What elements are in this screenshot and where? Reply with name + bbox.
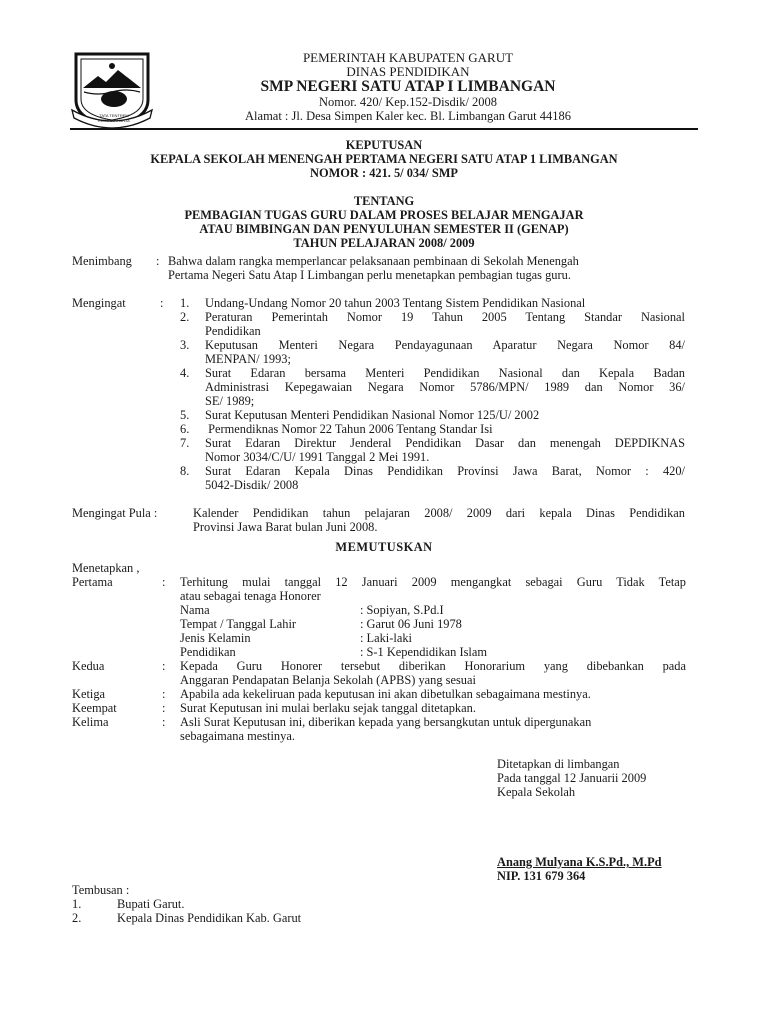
mengingat-item-number: 5. — [180, 408, 190, 422]
pertama-label: Pertama — [72, 575, 113, 589]
field-jenis-kelamin-value: : Laki-laki — [360, 631, 412, 645]
mengingat-item-text: Surat Edaran Direktur Jenderal Pendidikan Dasar dan menengah DEPDIKNAS — [205, 436, 685, 450]
menimbang-colon: : — [156, 254, 160, 268]
header-dinas: DINAS PENDIDIKAN — [346, 64, 470, 79]
menimbang-text-1: Bahwa dalam rangka memperlancar pelaksanaan pembinaan di Sekolah Menengah — [168, 254, 579, 268]
title-subject-1: PEMBAGIAN TUGAS GURU DALAM PROSES BELAJAR MENGAJAR — [184, 208, 584, 222]
pertama-colon: : — [162, 575, 166, 589]
title-tentang: TENTANG — [353, 194, 415, 208]
kedua-text-1: Kepada Guru Honorer tersebut diberikan Honorarium yang dibebankan pada — [180, 659, 686, 673]
field-nama-value: : Sopiyan, S.Pd.I — [360, 603, 444, 617]
mengingat-pula-text-1: Kalender Pendidikan tahun pelajaran 2008/ 2009 dari kepala Dinas Pendidikan — [193, 506, 685, 520]
mengingat-item-text: Undang-Undang Nomor 20 tahun 2003 Tentang Sistem Pendidikan Nasional — [205, 296, 586, 310]
mengingat-item-text: Surat Edaran bersama Menteri Pendidikan Nasional dan Kepala Badan — [205, 366, 685, 380]
kelima-colon: : — [162, 715, 166, 729]
kedua-text-2: Anggaran Pendapatan Belanja Sekolah (APBS) yang sesuai — [180, 673, 476, 687]
pertama-text-2: atau sebagai tenaga Honorer — [180, 589, 321, 603]
mengingat-item-number: 8. — [180, 464, 190, 478]
mengingat-item-text: Nomor 3034/C/U/ 1991 Tanggal 2 Mei 1991. — [205, 450, 430, 464]
kelima-label: Kelima — [72, 715, 109, 729]
menimbang-label: Menimbang — [72, 254, 132, 268]
keempat-label: Keempat — [72, 701, 117, 715]
tembusan-item-number: 1. — [72, 897, 82, 911]
menetapkan-label: Menetapkan , — [72, 561, 140, 575]
mengingat-pula-label: Mengingat Pula : — [72, 506, 158, 520]
kedua-label: Kedua — [72, 659, 105, 673]
header-school-name: SMP NEGERI SATU ATAP I LIMBANGAN — [260, 78, 556, 95]
logo-banner-text: TATA TENTREM KERTARAHARJA — [98, 113, 130, 123]
kedua-colon: : — [162, 659, 166, 673]
menimbang-text-2: Pertama Negeri Satu Atap I Limbangan perlu menetapkan pembagian tugas guru. — [168, 268, 571, 282]
header-nomor: Nomor. 420/ Kep.152-Disdik/ 2008 — [318, 95, 498, 109]
field-jenis-kelamin-label: Jenis Kelamin — [180, 631, 251, 645]
signature-nip: NIP. 131 679 364 — [497, 869, 586, 883]
mengingat-item-text: Peraturan Pemerintah Nomor 19 Tahun 2005 Tentang Standar Nasional — [205, 310, 685, 324]
header-divider — [70, 128, 698, 130]
field-ttl-value: : Garut 06 Juni 1978 — [360, 617, 462, 631]
title-nomor: NOMOR : 421. 5/ 034/ SMP — [310, 166, 458, 180]
mengingat-item-text: Permendiknas Nomor 22 Tahun 2006 Tentang Standar Isi — [205, 422, 493, 436]
mengingat-item-text: Surat Keputusan Menteri Pendidikan Nasional Nomor 125/U/ 2002 — [205, 408, 540, 422]
kelima-text-2: sebagaimana mestinya. — [180, 729, 295, 743]
tembusan-label: Tembusan : — [72, 883, 130, 897]
signature-place: Ditetapkan di limbangan — [497, 757, 620, 771]
mengingat-item-text: Surat Edaran Kepala Dinas Pendidikan Provinsi Jawa Barat, Nomor : 420/ — [205, 464, 685, 478]
mengingat-colon: : — [160, 296, 164, 310]
tembusan-item-text: Kepala Dinas Pendidikan Kab. Garut — [117, 911, 302, 925]
mengingat-pula-text-2: Provinsi Jawa Barat bulan Juni 2008. — [193, 520, 378, 534]
kelima-text-1: Asli Surat Keputusan ini, diberikan kepada yang bersangkutan untuk dipergunakan — [180, 715, 592, 729]
signature-date: Pada tanggal 12 Januarii 2009 — [497, 771, 647, 785]
mengingat-item-text: SE/ 1989; — [205, 394, 255, 408]
mengingat-item-number: 3. — [180, 338, 190, 352]
field-pendidikan-value: : S-1 Kependidikan Islam — [360, 645, 487, 659]
signature-role: Kepala Sekolah — [497, 785, 576, 799]
mengingat-item-number: 7. — [180, 436, 190, 450]
mengingat-item-text: Keputusan Menteri Negara Pendayagunaan Aparatur Negara Nomor 84/ — [205, 338, 685, 352]
mengingat-item-text: 5042-Disdik/ 2008 — [205, 478, 299, 492]
signature-name: Anang Mulyana K.S.Pd., M.Pd — [497, 855, 662, 869]
ketiga-label: Ketiga — [72, 687, 106, 701]
mengingat-item-number: 4. — [180, 366, 190, 380]
field-pendidikan-label: Pendidikan — [180, 645, 236, 659]
mengingat-label: Mengingat — [72, 296, 126, 310]
memutuskan-heading: MEMUTUSKAN — [335, 540, 433, 554]
pertama-text-1: Terhitung mulai tanggal 12 Januari 2009 mengangkat sebagai Guru Tidak Tetap — [180, 575, 686, 589]
ketiga-colon: : — [162, 687, 166, 701]
mengingat-item-number: 2. — [180, 310, 190, 324]
mengingat-item-number: 6. — [180, 422, 190, 436]
mengingat-item-number: 1. — [180, 296, 190, 310]
keempat-colon: : — [162, 701, 166, 715]
title-kepala: KEPALA SEKOLAH MENENGAH PERTAMA NEGERI SATU ATAP 1 LIMBANGAN — [150, 152, 618, 166]
ketiga-text: Apabila ada kekeliruan pada keputusan ini akan dibetulkan sebagaimana mestinya. — [180, 687, 591, 701]
field-ttl-label: Tempat / Tanggal Lahir — [180, 617, 297, 631]
title-subject-2: ATAU BIMBINGAN DAN PENYULUHAN SEMESTER II (GENAP) — [199, 222, 569, 236]
title-keputusan: KEPUTUSAN — [345, 138, 423, 152]
tembusan-item-number: 2. — [72, 911, 82, 925]
mengingat-item-text: MENPAN/ 1993; — [205, 352, 291, 366]
header-alamat: Alamat : Jl. Desa Simpen Kaler kec. Bl. Limbangan Garut 44186 — [245, 109, 571, 123]
header-kabupaten: PEMERINTAH KABUPATEN GARUT — [302, 50, 514, 65]
field-nama-label: Nama — [180, 603, 210, 617]
tembusan-item-text: Bupati Garut. — [117, 897, 185, 911]
mengingat-item-text: Pendidikan — [205, 324, 261, 338]
keempat-text: Surat Keputusan ini mulai berlaku sejak tanggal ditetapkan. — [180, 701, 476, 715]
mengingat-item-text: Administrasi Kepegawaian Negara Nomor 5786/MPN/ 1989 dan Nomor 36/ — [205, 380, 685, 394]
title-subject-3: TAHUN PELAJARAN 2008/ 2009 — [293, 236, 475, 250]
